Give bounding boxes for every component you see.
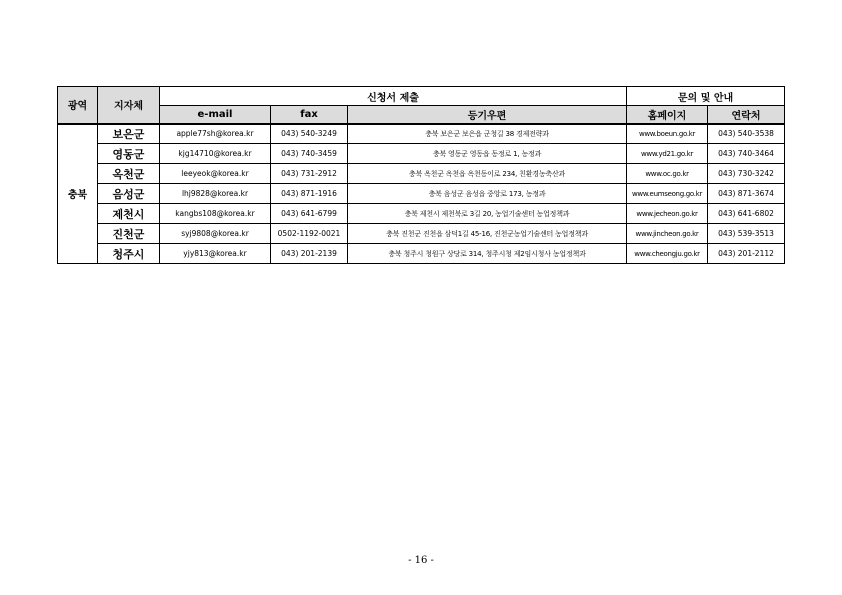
homepage-cell[interactable]: www.jecheon.go.kr [627,204,708,224]
city-cell: 보은군 [98,124,160,144]
fax-cell: 0502-1192-0021 [271,224,348,244]
fax-cell: 043) 871-1916 [271,184,348,204]
homepage-cell[interactable]: www.eumseong.go.kr [627,184,708,204]
city-cell: 청주시 [98,244,160,264]
email-cell[interactable]: syj9808@korea.kr [160,224,271,244]
phone-cell: 043) 641-6802 [708,204,785,224]
email-cell[interactable]: lhj9828@korea.kr [160,184,271,204]
table-row [58,124,785,144]
address-cell: 충북 진천군 진천읍 삼덕1길 45-16, 진천군농업기술센터 농업정책과 [348,224,627,244]
table-row [58,144,785,164]
table-row [58,224,785,244]
table-row [58,244,785,264]
header-city: 지자체 [98,87,160,124]
address-cell: 충북 영동군 영동읍 동정로 1, 농정과 [348,144,627,164]
homepage-cell[interactable]: www.jincheon.go.kr [627,224,708,244]
homepage-cell[interactable]: www.yd21.go.kr [627,144,708,164]
homepage-cell[interactable]: www.oc.go.kr [627,164,708,184]
email-cell[interactable]: kjg14710@korea.kr [160,144,271,164]
email-cell[interactable]: kangbs108@korea.kr [160,204,271,224]
email-cell[interactable]: yjy813@korea.kr [160,244,271,264]
region-cell: 충북 [58,124,98,264]
phone-cell: 043) 540-3538 [708,124,785,144]
city-cell: 옥천군 [98,164,160,184]
fax-cell: 043) 540-3249 [271,124,348,144]
header-fax: fax [271,106,348,124]
contact-table [57,86,785,264]
phone-cell: 043) 871-3674 [708,184,785,204]
phone-cell: 043) 730-3242 [708,164,785,184]
header-submission: 신청서 제출 [160,87,627,106]
city-cell: 영동군 [98,144,160,164]
email-cell[interactable]: leeyeok@korea.kr [160,164,271,184]
table-row [58,184,785,204]
fax-cell: 043) 740-3459 [271,144,348,164]
email-cell[interactable]: apple77sh@korea.kr [160,124,271,144]
header-region: 광역 [58,87,98,124]
page-number: - 16 - [408,555,434,566]
header-inquiry: 문의 및 안내 [627,87,785,106]
fax-cell: 043) 641-6799 [271,204,348,224]
phone-cell: 043) 740-3464 [708,144,785,164]
fax-cell: 043) 731-2912 [271,164,348,184]
address-cell: 충북 옥천군 옥천읍 옥천동이로 234, 친환경농축산과 [348,164,627,184]
table-row [58,164,785,184]
header-email: e-mail [160,106,271,124]
city-cell: 음성군 [98,184,160,204]
address-cell: 충북 제천시 제천북로 3길 20, 농업기술센터 농업정책과 [348,204,627,224]
table-row [58,204,785,224]
phone-cell: 043) 201-2112 [708,244,785,264]
homepage-cell[interactable]: www.cheongju.go.kr [627,244,708,264]
address-cell: 충북 청주시 청원구 상당로 314, 청주시청 제2임시청사 농업정책과 [348,244,627,264]
header-mail: 등기우편 [348,106,627,124]
homepage-cell[interactable]: www.boeun.go.kr [627,124,708,144]
phone-cell: 043) 539-3513 [708,224,785,244]
address-cell: 충북 보은군 보은읍 군청길 38 경제전략과 [348,124,627,144]
address-cell: 충북 음성군 음성읍 중앙로 173, 농정과 [348,184,627,204]
header-homepage: 홈페이지 [627,106,708,124]
header-contact: 연락처 [708,106,785,124]
fax-cell: 043) 201-2139 [271,244,348,264]
city-cell: 제천시 [98,204,160,224]
city-cell: 진천군 [98,224,160,244]
